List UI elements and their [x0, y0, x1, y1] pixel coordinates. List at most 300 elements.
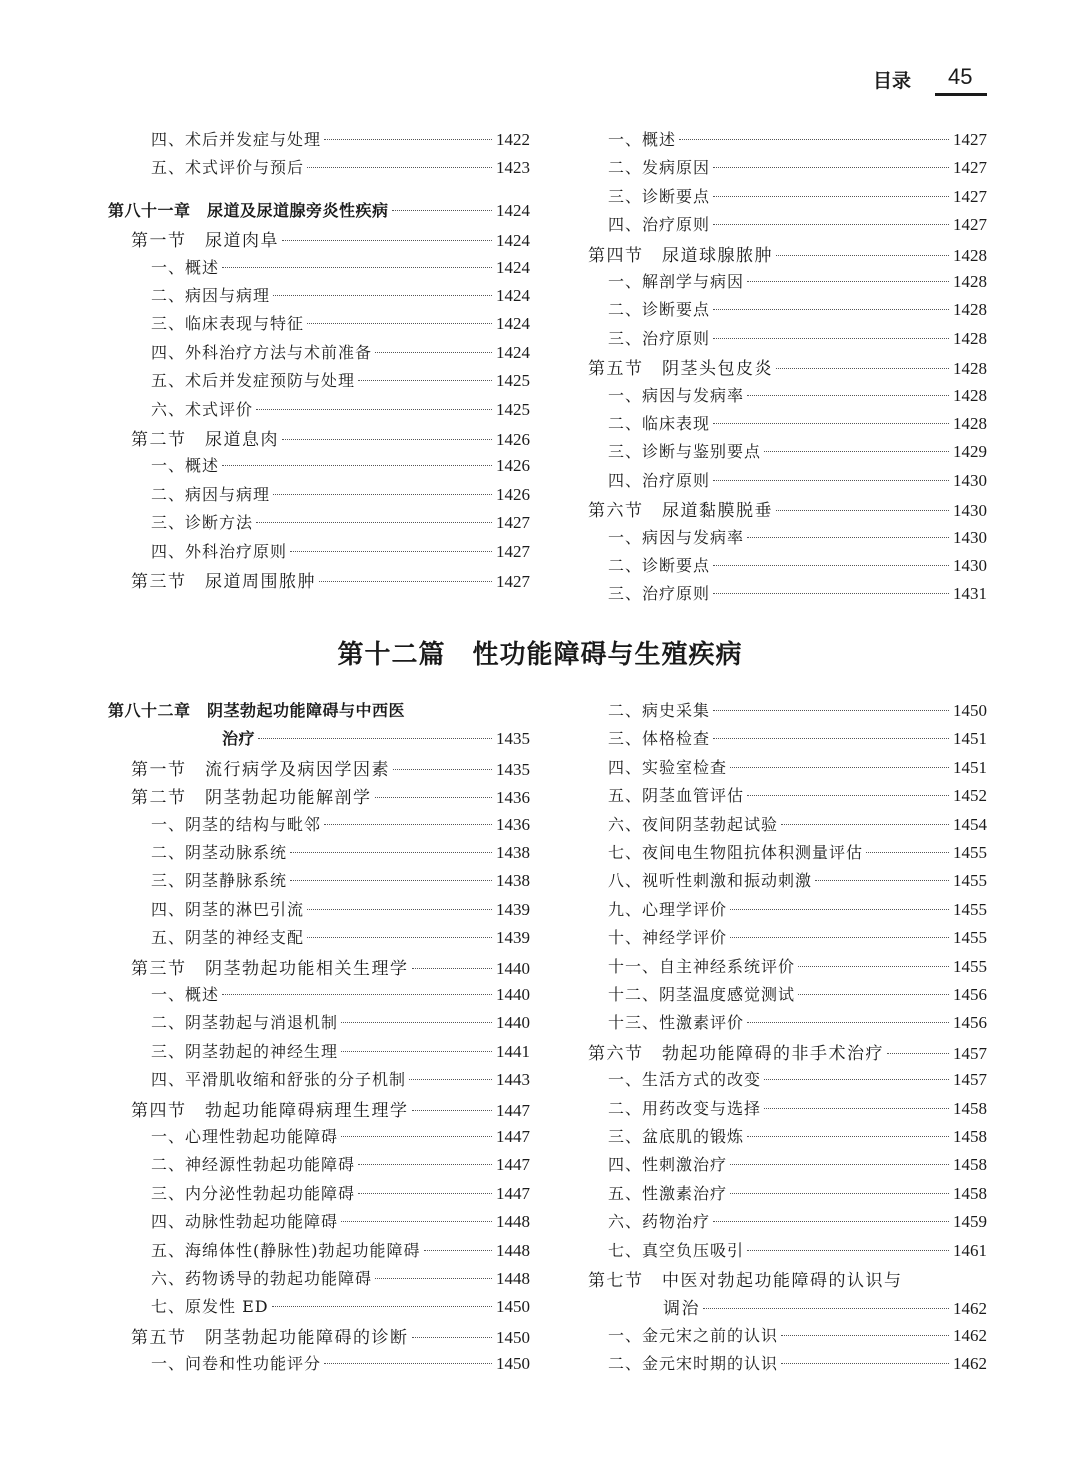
toc-page-number: 1430	[953, 501, 987, 521]
toc-subsection-entry	[608, 1124, 987, 1147]
toc-page-number: 1447	[496, 1100, 530, 1120]
toc-entry-title: 三、诊断方法	[151, 513, 254, 533]
toc-leader-dots	[713, 709, 949, 711]
toc-entry-title: 三、治疗原则	[608, 328, 711, 348]
toc-leader-dots	[798, 965, 949, 967]
toc-subsection-entry	[608, 1152, 987, 1175]
toc-subsection-entry	[151, 1351, 530, 1374]
toc-leader-dots	[866, 851, 949, 853]
toc-subsection-entry	[608, 127, 987, 150]
toc-chapter-entry	[108, 698, 530, 721]
toc-leader-dots	[273, 493, 492, 495]
toc-leader-dots	[341, 1050, 492, 1052]
toc-section-entry	[131, 783, 530, 808]
toc-entry-title: 四、实验室检查	[608, 757, 728, 777]
toc-leader-dots	[713, 422, 949, 424]
toc-entry-title: 四、性刺激治疗	[608, 1155, 728, 1175]
toc-entry-title: 四、外科治疗方法与术前准备	[151, 342, 373, 362]
toc-entry-title: 一、阴茎的结构与毗邻	[151, 814, 322, 834]
toc-page-number: 1430	[953, 556, 987, 575]
toc-leader-dots	[258, 737, 492, 739]
toc-entry-title: 第六节 勃起功能障碍的非手术治疗	[588, 1043, 884, 1064]
toc-page-number: 1440	[496, 985, 530, 1004]
toc-subsection-entry	[608, 897, 987, 920]
toc-entry-title: 三、治疗原则	[608, 584, 711, 604]
toc-page-number: 1456	[953, 985, 987, 1004]
toc-leader-dots	[290, 550, 492, 552]
toc-page-number: 1457	[953, 1043, 987, 1063]
toc-subsection-entry	[151, 897, 530, 920]
toc-page-number: 1439	[496, 899, 530, 919]
toc-subsection-entry	[151, 1010, 530, 1033]
toc-leader-dots	[341, 1021, 492, 1023]
toc-entry-title: 第五节 阴茎头包皮炎	[588, 359, 773, 380]
toc-leader-dots	[747, 536, 949, 538]
toc-entry-title: 一、生活方式的改变	[608, 1070, 762, 1090]
toc-page-number: 1427	[496, 572, 530, 591]
toc-page-number: 1456	[953, 1013, 987, 1033]
toc-subsection-entry	[608, 698, 987, 721]
toc-subsection-entry	[608, 411, 987, 434]
toc-entry-title: 一、概述	[608, 130, 677, 149]
toc-leader-dots	[747, 1021, 949, 1023]
toc-entry-title: 九、心理学评价	[608, 899, 728, 919]
toc-page-number: 1462	[953, 1299, 987, 1319]
toc-leader-dots	[906, 1280, 984, 1281]
toc-entry-title: 三、诊断要点	[608, 186, 711, 206]
toc-entry-title: 二、用药改变与选择	[608, 1098, 762, 1118]
toc-leader-dots	[764, 1078, 949, 1080]
toc-subsection-entry	[608, 184, 987, 207]
toc-leader-dots	[764, 450, 949, 452]
toc-entry-title: 五、性激素治疗	[608, 1183, 728, 1203]
toc-leader-dots	[747, 794, 949, 796]
toc-leader-dots	[307, 322, 492, 324]
toc-entry-title: 十二、阴茎温度感觉测试	[608, 985, 796, 1004]
toc-chapter-entry	[222, 726, 530, 749]
toc-leader-dots	[730, 936, 949, 938]
toc-entry-title: 调治	[663, 1299, 700, 1320]
toc-subsection-entry	[151, 397, 530, 420]
toc-subsection-entry	[151, 1294, 530, 1317]
toc-leader-dots	[307, 166, 492, 168]
toc-leader-dots	[256, 408, 492, 410]
toc-page-number: 1427	[953, 215, 987, 235]
toc-page-number: 1455	[953, 871, 987, 891]
toc-subsection-entry	[608, 1181, 987, 1204]
toc-entry-title: 七、真空负压吸引	[608, 1240, 745, 1260]
toc-leader-dots	[764, 1107, 949, 1109]
toc-entry-title: 六、药物诱导的勃起功能障碍	[151, 1269, 373, 1288]
toc-page-number: 1426	[496, 430, 530, 449]
toc-subsection-entry	[151, 1039, 530, 1062]
toc-page-number: 1431	[953, 584, 987, 604]
toc-entry-title: 三、内分泌性勃起功能障碍	[151, 1183, 356, 1203]
toc-page-number: 1458	[953, 1155, 987, 1175]
toc-page-number: 1457	[953, 1070, 987, 1090]
toc-page-number: 1428	[953, 328, 987, 348]
toc-section-entry	[131, 1323, 530, 1348]
toc-subsection-entry	[151, 1209, 530, 1232]
toc-entry-title: 第七节 中医对勃起功能障碍的认识与	[588, 1271, 903, 1291]
toc-entry-title: 一、心理性勃起功能障碍	[151, 1127, 339, 1146]
toc-subsection-entry	[608, 812, 987, 835]
toc-page-number: 1448	[496, 1269, 530, 1288]
toc-leader-dots	[272, 1305, 492, 1307]
toc-entry-title: 一、概述	[151, 257, 220, 277]
toc-subsection-entry	[608, 954, 987, 977]
toc-section-entry	[131, 954, 530, 979]
toc-entry-title: 五、海绵体性(静脉性)勃起功能障碍	[151, 1240, 421, 1260]
toc-leader-dots	[358, 379, 492, 381]
toc-leader-dots	[679, 138, 949, 140]
toc-leader-dots	[713, 592, 949, 594]
toc-subsection-entry	[608, 155, 987, 178]
toc-entry-title: 一、概述	[151, 456, 220, 476]
toc-page-number: 1424	[496, 257, 530, 277]
toc-entry-title: 第五节 阴茎勃起功能障碍的诊断	[131, 1327, 409, 1348]
toc-entry-title: 第二节 尿道息肉	[131, 430, 279, 450]
toc-leader-dots	[375, 796, 493, 798]
toc-entry-title: 第六节 尿道黏膜脱垂	[588, 501, 773, 522]
toc-entry-title: 七、原发性 ED	[151, 1297, 269, 1317]
toc-subsection-entry	[151, 283, 530, 306]
toc-page-number: 1452	[953, 786, 987, 806]
toc-leader-dots	[776, 254, 949, 256]
toc-page-number: 1428	[953, 359, 987, 379]
toc-entry-title: 第四节 尿道球腺脓肿	[588, 245, 773, 266]
toc-subsection-entry	[608, 925, 987, 948]
toc-leader-dots	[713, 195, 949, 197]
toc-entry-title: 一、问卷和性功能评分	[151, 1354, 322, 1374]
toc-entry-title: 二、阴茎勃起与消退机制	[151, 1013, 339, 1033]
toc-leader-dots	[273, 294, 492, 296]
toc-entry-title: 五、术式评价与预后	[151, 158, 305, 178]
toc-subsection-entry	[151, 925, 530, 948]
toc-leader-dots	[222, 464, 492, 466]
toc-section-entry	[588, 241, 987, 266]
toc-leader-dots	[781, 1334, 949, 1336]
toc-entry-title: 三、诊断与鉴别要点	[608, 442, 762, 462]
toc-page-number: 1428	[953, 385, 987, 405]
toc-leader-dots	[747, 1135, 949, 1137]
toc-leader-dots	[282, 239, 492, 241]
toc-section-entry	[131, 1096, 530, 1121]
toc-page-number: 1429	[953, 442, 987, 462]
toc-entry-title: 第四节 勃起功能障碍病理生理学	[131, 1100, 409, 1121]
toc-leader-dots	[393, 768, 492, 770]
toc-subsection-entry	[151, 340, 530, 363]
toc-leader-dots	[307, 936, 492, 938]
toc-page-number: 1435	[496, 729, 530, 749]
toc-entry-title: 四、动脉性勃起功能障碍	[151, 1212, 339, 1232]
toc-leader-dots	[776, 509, 949, 511]
toc-subsection-entry	[608, 383, 987, 406]
toc-entry-title: 八、视听性刺激和振动刺激	[608, 871, 813, 891]
toc-entry-title: 十一、自主神经系统评价	[608, 956, 796, 976]
toc-leader-dots	[412, 967, 493, 969]
toc-page-number: 1447	[496, 1183, 530, 1203]
toc-subsection-entry	[151, 812, 530, 835]
toc-leader-dots	[412, 1336, 493, 1338]
toc-leader-dots	[341, 1135, 492, 1137]
toc-leader-dots	[713, 564, 949, 566]
toc-entry-title: 三、盆底肌的锻炼	[608, 1127, 745, 1146]
toc-subsection-entry	[151, 510, 530, 533]
toc-entry-title: 三、阴茎勃起的神经生理	[151, 1041, 339, 1061]
toc-entry-title: 四、阴茎的淋巴引流	[151, 899, 305, 919]
toc-leader-dots	[222, 266, 492, 268]
toc-subsection-entry	[608, 297, 987, 320]
toc-entry-title: 二、临床表现	[608, 414, 711, 433]
toc-page-number: 1428	[953, 414, 987, 433]
toc-subsection-entry	[608, 581, 987, 604]
toc-page-number: 1428	[953, 245, 987, 265]
toc-leader-dots	[324, 1362, 492, 1364]
toc-leader-dots	[713, 1220, 949, 1222]
toc-page-number: 1426	[496, 484, 530, 504]
toc-section-entry	[131, 755, 530, 780]
toc-subsection-entry	[608, 783, 987, 806]
toc-subsection-entry	[151, 255, 530, 278]
toc-leader-dots	[412, 1109, 493, 1111]
toc-leader-dots	[713, 737, 949, 739]
toc-page-number: 1447	[496, 1127, 530, 1146]
toc-entry-title: 二、病因与病理	[151, 484, 271, 504]
toc-entry-title: 二、诊断要点	[608, 300, 711, 320]
toc-page-number: 1455	[953, 843, 987, 862]
toc-entry-title: 二、神经源性勃起功能障碍	[151, 1155, 356, 1175]
toc-entry-title: 第二节 阴茎勃起功能解剖学	[131, 788, 372, 809]
toc-leader-dots	[256, 521, 492, 523]
toc-page-number: 1424	[496, 314, 530, 334]
toc-subsection-entry	[608, 1351, 987, 1374]
toc-page-number: 1427	[953, 130, 987, 149]
toc-leader-dots	[781, 823, 949, 825]
toc-page-number: 1430	[953, 470, 987, 490]
toc-page-number: 1461	[953, 1240, 987, 1260]
toc-subsection-entry	[608, 553, 987, 576]
toc-entry-title: 六、药物治疗	[608, 1212, 711, 1232]
toc-entry-title: 一、金元宋之前的认识	[608, 1325, 779, 1345]
toc-leader-dots	[409, 1078, 492, 1080]
toc-leader-dots	[324, 138, 492, 140]
toc-leader-dots	[282, 438, 492, 440]
toc-leader-dots	[392, 209, 492, 211]
toc-leader-dots	[887, 1052, 949, 1054]
toc-leader-dots	[747, 394, 949, 396]
toc-subsection-entry	[151, 840, 530, 863]
toc-page-number: 1458	[953, 1098, 987, 1118]
toc-page-number: 1424	[496, 231, 530, 251]
toc-entry-title: 四、治疗原则	[608, 215, 711, 235]
toc-entry-title: 三、阴茎静脉系统	[151, 871, 288, 891]
toc-entry-title: 三、临床表现与特征	[151, 314, 305, 334]
toc-page-number: 1448	[496, 1212, 530, 1232]
toc-page-number: 1428	[953, 272, 987, 291]
toc-entry-title: 第八十一章 尿道及尿道腺旁炎性疾病	[108, 200, 389, 220]
toc-subsection-entry	[608, 982, 987, 1005]
toc-subsection-entry	[151, 1266, 530, 1289]
toc-page-number: 1435	[496, 759, 530, 779]
toc-leader-dots	[319, 580, 492, 582]
toc-entry-title: 一、解剖学与病因	[608, 272, 745, 291]
toc-leader-dots	[290, 879, 492, 881]
toc-entry-title: 四、术后并发症与处理	[151, 130, 322, 149]
toc-page-number: 1450	[496, 1354, 530, 1374]
toc-page-number: 1430	[953, 527, 987, 547]
toc-page-number: 1436	[496, 788, 530, 808]
toc-chapter-entry	[108, 198, 530, 221]
toc-page-number: 1425	[496, 371, 530, 391]
toc-entry-title: 第一节 流行病学及病因学因素	[131, 759, 390, 780]
toc-entry-title: 四、治疗原则	[608, 470, 711, 490]
toc-entry-title: 二、阴茎动脉系统	[151, 843, 288, 862]
toc-page-number: 1438	[496, 871, 530, 891]
toc-leader-dots	[408, 710, 526, 711]
toc-page-number: 1450	[496, 1297, 530, 1317]
toc-page-number: 1451	[953, 729, 987, 749]
toc-page-number: 1439	[496, 928, 530, 948]
toc-page-number: 1450	[496, 1327, 530, 1347]
toc-entry-title: 五、阴茎血管评估	[608, 786, 745, 806]
toc-subsection-entry	[608, 868, 987, 891]
toc-entry-title: 第八十二章 阴茎勃起功能障碍与中西医	[108, 701, 406, 720]
toc-page-number: 1424	[496, 286, 530, 305]
toc-page-number: 1440	[496, 1013, 530, 1033]
toc-entry-title: 二、金元宋时期的认识	[608, 1354, 779, 1374]
toc-page-number: 1458	[953, 1183, 987, 1203]
toc-entry-title: 六、术式评价	[151, 399, 254, 419]
toc-leader-dots	[703, 1307, 949, 1309]
toc-page-number: 1450	[953, 701, 987, 720]
toc-section-entry	[663, 1294, 987, 1319]
toc-leader-dots	[730, 1163, 949, 1165]
toc-entry-title: 一、病因与发病率	[608, 527, 745, 547]
toc-section-entry	[588, 1266, 987, 1291]
toc-leader-dots	[713, 223, 949, 225]
toc-page-number: 1427	[496, 541, 530, 561]
toc-entry-title: 第一节 尿道肉阜	[131, 231, 279, 252]
toc-entry-title: 第三节 阴茎勃起功能相关生理学	[131, 958, 409, 979]
toc-entry-title: 四、平滑肌收缩和舒张的分子机制	[151, 1070, 407, 1090]
toc-leader-dots	[747, 1249, 949, 1251]
toc-leader-dots	[341, 1220, 492, 1222]
toc-page-number: 1441	[496, 1041, 530, 1061]
toc-leader-dots	[375, 351, 492, 353]
toc-leader-dots	[424, 1249, 493, 1251]
toc-entry-title: 五、术后并发症预防与处理	[151, 371, 356, 391]
toc-page-number: 1448	[496, 1240, 530, 1260]
toc-subsection-entry	[608, 468, 987, 491]
toc-page-number: 1426	[496, 456, 530, 476]
toc-entry-title: 二、病因与病理	[151, 286, 271, 305]
toc-leader-dots	[730, 908, 949, 910]
toc-page-number: 1447	[496, 1155, 530, 1175]
toc-page-number: 1423	[496, 158, 530, 178]
toc-section-entry	[131, 425, 530, 450]
toc-leader-dots	[324, 823, 492, 825]
toc-leader-dots	[713, 308, 949, 310]
toc-subsection-entry	[608, 212, 987, 235]
toc-page-number: 1462	[953, 1325, 987, 1345]
toc-page-number: 1462	[953, 1354, 987, 1374]
toc-entry-title: 十、神经学评价	[608, 928, 728, 948]
toc-subsection-entry	[151, 1181, 530, 1204]
toc-subsection-entry	[151, 982, 530, 1005]
toc-entry-title: 三、体格检查	[608, 729, 711, 749]
toc-entry-title: 一、病因与发病率	[608, 385, 745, 405]
toc-leader-dots	[747, 280, 949, 282]
toc-page-number: 1422	[496, 130, 530, 149]
toc-subsection-entry	[608, 326, 987, 349]
toc-leader-dots	[781, 1362, 949, 1364]
toc-subsection-entry	[608, 439, 987, 462]
toc-page-number: 1427	[953, 186, 987, 206]
toc-entry-title: 六、夜间阴茎勃起试验	[608, 814, 779, 834]
toc-page-number: 1451	[953, 757, 987, 777]
toc-subsection-entry	[608, 1096, 987, 1119]
toc-page-number: 1443	[496, 1070, 530, 1090]
toc-page-number: 1428	[953, 300, 987, 320]
toc-section-entry	[131, 226, 530, 251]
toc-leader-dots	[307, 908, 492, 910]
toc-page-number: 1458	[953, 1127, 987, 1146]
toc-entry-title: 二、病史采集	[608, 701, 711, 720]
toc-subsection-entry	[608, 1323, 987, 1346]
toc-leader-dots	[713, 479, 949, 481]
toc-leader-dots	[815, 879, 949, 881]
toc-page-number: 1459	[953, 1212, 987, 1232]
toc-section-entry	[588, 496, 987, 521]
toc-leader-dots	[375, 1277, 492, 1279]
toc-subsection-entry	[608, 1067, 987, 1090]
toc-entry-title: 一、概述	[151, 985, 220, 1004]
part-title: 第十二篇 性功能障碍与生殖疾病	[337, 640, 743, 670]
toc-subsection-entry	[151, 155, 530, 178]
toc-entry-title: 二、诊断要点	[608, 556, 711, 575]
toc-leader-dots	[776, 367, 949, 369]
toc-section-entry	[588, 354, 987, 379]
header-page-number: 45	[948, 64, 973, 89]
toc-subsection-entry	[608, 1209, 987, 1232]
toc-subsection-entry	[151, 1067, 530, 1090]
toc-leader-dots	[358, 1192, 492, 1194]
toc-page-number: 1440	[496, 958, 530, 978]
toc-subsection-entry	[151, 482, 530, 505]
toc-leader-dots	[730, 766, 949, 768]
toc-subsection-entry	[608, 269, 987, 292]
toc-page-number: 1455	[953, 928, 987, 948]
toc-entry-title: 治疗	[222, 729, 256, 749]
toc-subsection-entry	[151, 1152, 530, 1175]
toc-subsection-entry	[151, 539, 530, 562]
header-title: 目录	[873, 70, 912, 92]
toc-subsection-entry	[608, 840, 987, 863]
toc-leader-dots	[290, 851, 492, 853]
toc-subsection-entry	[608, 525, 987, 548]
toc-subsection-entry	[151, 1238, 530, 1261]
toc-leader-dots	[358, 1163, 492, 1165]
toc-section-entry	[588, 1039, 987, 1064]
toc-subsection-entry	[151, 311, 530, 334]
toc-entry-title: 十三、性激素评价	[608, 1013, 745, 1033]
toc-leader-dots	[222, 993, 492, 995]
toc-entry-title: 第三节 尿道周围脓肿	[131, 572, 316, 592]
toc-section-entry	[131, 567, 530, 592]
toc-page-number: 1454	[953, 814, 987, 834]
toc-subsection-entry	[151, 868, 530, 891]
